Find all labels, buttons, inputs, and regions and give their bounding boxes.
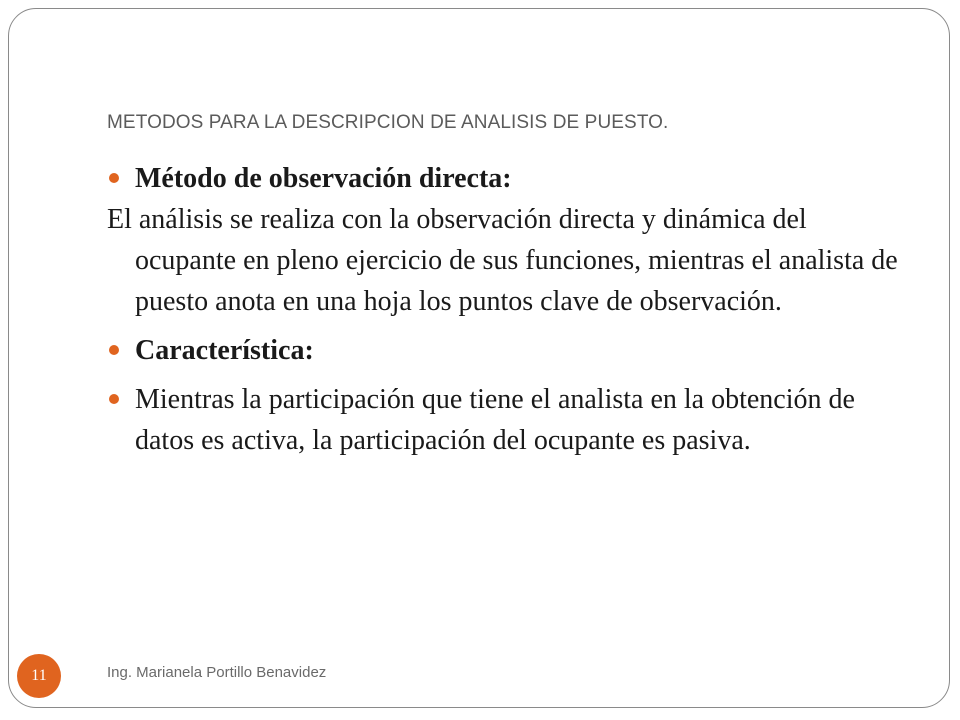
bullet-text-participacion: Mientras la participación que tiene el analista en la obtención de datos es activa, la participación del ocupante es pasiva. [135,384,855,456]
bullet-item-participacion [107,379,907,461]
description-paragraph: El análisis se realiza con la observación directa y dinámica del ocupante en pleno ejercicio de sus funciones, mientras el analista de puesto anota en una hoja los puntos clave de observación. [107,204,898,317]
bullet-heading-metodo: Método de observación directa: [135,163,512,194]
bullet-item-caracteristica [107,330,907,371]
spacer [107,371,907,379]
spacer [107,322,907,330]
bullet-heading-caracteristica: Característica: [135,335,314,366]
bullet-dot-icon [109,394,119,404]
page-number-badge: 11 [17,654,61,698]
slide-content [107,158,907,461]
bullet-item-metodo [107,158,907,199]
bullet-dot-icon [109,345,119,355]
slide-title: METODOS PARA LA DESCRIPCION DE ANALISIS DE PUESTO. [107,112,669,133]
footer-author: Ing. Marianela Portillo Benavidez [107,664,327,681]
bullet-dot-icon [109,173,119,183]
